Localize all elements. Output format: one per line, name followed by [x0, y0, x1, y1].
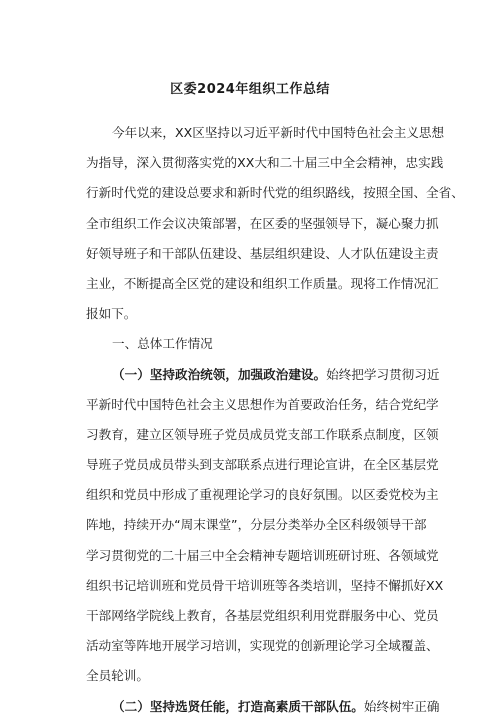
paragraph-line: 今年以来，XX区坚持以习近平新时代中国特色社会主义思想	[112, 125, 445, 140]
paragraph-line: 好领导班子和干部队伍建设、基层组织建设、人才队伍建设主责	[86, 245, 439, 261]
paragraph-line: 为指导，深入贯彻落实党的XX大和二十届三中全会精神，忠实践	[86, 155, 444, 171]
paragraph-line: 干部网络学院线上教育，各基层党组织利用党群服务中心、党员	[86, 608, 439, 623]
paragraph-line: 主业，不断提高全区党的建设和组织工作质量。现将工作情况汇	[86, 275, 439, 291]
paragraph-line: 阵地，持续开办“周末课堂”，分层分类举办全区科级领导干部	[86, 517, 427, 533]
paragraph-line: 组织和党员中形成了重视理论学习的良好氛围。以区委党校为主	[86, 487, 439, 503]
paragraph-text: 始终树牢正确	[363, 698, 440, 714]
paragraph-text: 始终把学习贯彻习近	[326, 366, 440, 382]
paragraph-line: 全员轮训。	[86, 668, 149, 684]
document-title: 区委2024年组织工作总结	[170, 82, 330, 97]
paragraph-line: 习教育，建立区领导班子党员成员党支部工作联系点制度，区领	[86, 426, 439, 442]
paragraph-line: 平新时代中国特色社会主义思想作为首要政治任务，结合党纪学	[86, 396, 439, 412]
paragraph-line: 全市组织工作会议决策部署，在区委的坚强领导下，凝心聚力抓	[86, 215, 439, 231]
paragraph-line: 行新时代党的建设总要求和新时代党的组织路线，按照全国、全省、	[86, 185, 464, 201]
paragraph-line: 活动室等阵地开展学习培训，实现党的创新理论学习全域覆盖、	[86, 638, 439, 654]
section-heading: 一、总体工作情况	[112, 336, 213, 352]
document-body	[86, 118, 464, 722]
subsection-heading: （一）坚持政治统领，加强政治建设。	[112, 366, 327, 382]
paragraph-line: 组织书记培训班和党员骨干培训班等各类培训，坚持不懈抓好XX	[86, 577, 444, 593]
paragraph-line: 导班子党员成员带头到支部联系点进行理论宣讲，在全区基层党	[86, 457, 439, 473]
paragraph-line: 报如下。	[86, 306, 137, 322]
subsection-line	[86, 360, 438, 390]
paragraph-line: 学习贯彻党的二十届三中全会精神专题培训班研讨班、各领域党	[86, 547, 439, 563]
subsection-heading: （二）坚持选贤任能，打造高素质干部队伍。	[112, 698, 364, 714]
